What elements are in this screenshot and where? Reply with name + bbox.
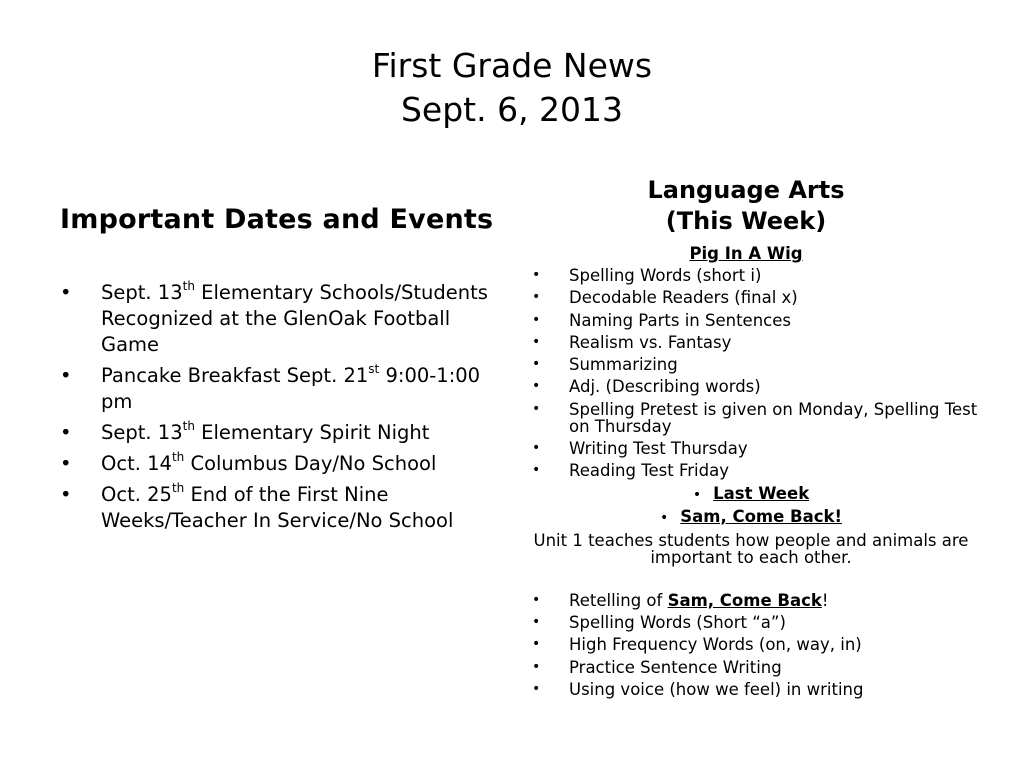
event-item: • Oct. 25th End of the First Nine Weeks/Teacher In Service/No School [60,480,454,532]
last-week-list [516,590,986,701]
list-item: • Adj. (Describing words) [532,377,761,397]
bullet-icon: • [692,486,702,503]
bullet-icon: • [659,509,669,526]
bullet-icon: • [60,281,72,304]
bullet-icon: • [532,267,541,283]
events-heading: Important Dates and Events [60,204,494,235]
event-item: • Sept. 13th Elementary Spirit Night [60,418,430,444]
bullet-icon: • [532,613,541,630]
bullet-icon: • [532,658,541,675]
list-item: • Summarizing [532,355,678,375]
page-date: Sept. 6, 2013 [400,90,624,129]
bullet-icon: • [532,680,541,697]
bullet-icon: • [60,483,72,506]
bullet-icon: • [60,421,72,444]
list-item: • Practice Sentence Writing [532,657,782,677]
bullet-icon: • [532,378,541,395]
last-week-story: • Sam, Come Back! [659,506,843,526]
bullet-icon: • [532,289,541,306]
unit-description: Unit 1 teaches students how people and animals are important to each other. [533,530,969,567]
bullet-icon: • [60,452,72,475]
bullet-icon: • [532,591,541,608]
events-list [60,280,510,539]
bullet-icon: • [532,636,541,653]
list-item: • Spelling Words (Short “a”) [532,612,786,632]
list-item: • Using voice (how we feel) in writing [532,679,864,699]
list-item: • Reading Test Friday [532,461,729,481]
bullet-icon: • [532,400,541,417]
events-section [60,200,510,532]
list-item: • Naming Parts in Sentences [532,310,791,330]
page-title: First Grade News [371,46,653,85]
list-item: • High Frequency Words (on, way, in) [532,635,862,655]
last-week-label: • Last Week [692,483,810,503]
list-item: • Decodable Readers (final x) [532,288,798,308]
event-item: • Oct. 14th Columbus Day/No School [60,449,437,475]
language-arts-heading: Language Arts (This Week) [647,176,845,235]
list-item: • Spelling Pretest is given on Monday, Spelling Test on Thursday [532,399,978,436]
story-title: Pig In A Wig [689,244,803,263]
bullet-icon: • [532,356,541,373]
newsletter-header [0,44,1024,132]
bullet-icon: • [532,440,541,457]
list-item: • Realism vs. Fantasy [532,332,732,352]
event-item: • Pancake Breakfast Sept. 21st 9:00-1:00 pm [60,361,481,413]
bullet-icon: • [532,311,541,328]
bullet-icon: • [532,462,541,479]
this-week-list [516,265,986,483]
list-item: • Writing Test Thursday [532,439,748,459]
list-item: • Retelling of Sam, Come Back! [532,590,829,610]
event-item: • Sept. 13th Elementary Schools/Students Recognized at the GlenOak Football Game [60,278,488,356]
language-arts-section [516,175,986,701]
bullet-icon: • [532,333,541,350]
list-item: • Spelling Words (short i) [532,266,762,285]
bullet-icon: • [60,364,72,387]
